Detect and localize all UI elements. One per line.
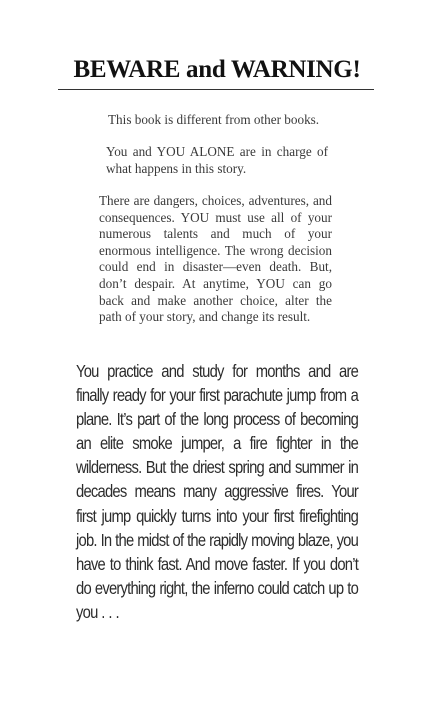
- intro-paragraph-3: There are dangers, choices, adventures, and consequences. YOU must use all of your numerous talents and much of your enormous intelligence. The wrong decision could end in disaster—even death. But, don’t despair. At anytime, YOU can go back and make another choice, alter the path of your story, and change its result.: [99, 193, 332, 325]
- intro-paragraph-2: You and YOU ALONE are in charge of what happens in this story.: [106, 144, 328, 176]
- title-underline: [58, 89, 374, 90]
- intro-paragraph-1: This book is different from other books.: [108, 112, 320, 127]
- story-teaser-paragraph: You practice and study for months and are finally ready for your first parachute jump from a plane. It’s part of the long process of becoming an elite smoke jumper, a fire fighter in the wilderness. But the driest spring and summer in decades means many aggressive fires. Your first jump quickly turns into your first firefighting job. In the midst of the rapidly moving blaze, you have to think fast. And move faster. If you don’t do everything right, the inferno could catch up to you . . .: [76, 361, 359, 622]
- page-title: BEWARE and WARNING!: [73, 56, 361, 83]
